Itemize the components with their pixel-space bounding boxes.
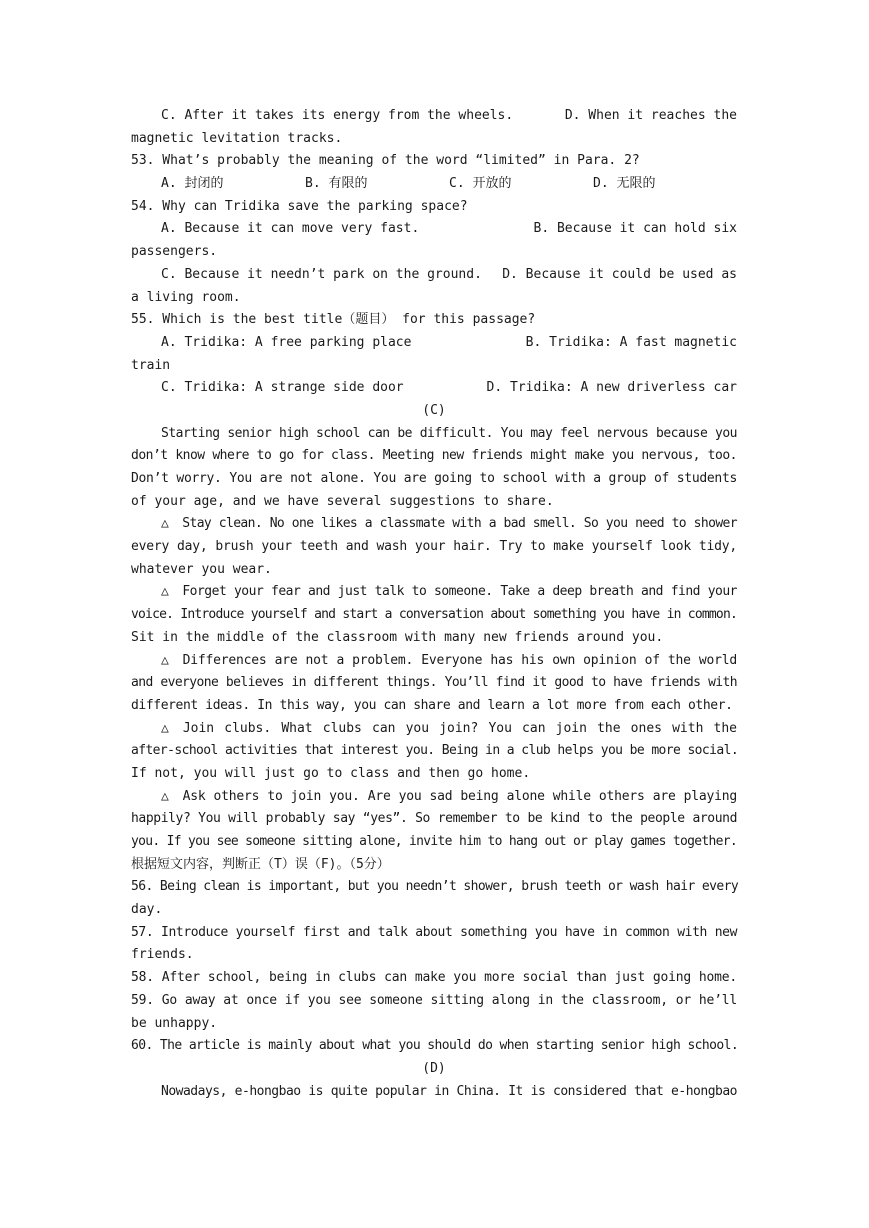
q54-option-row-2: [131, 264, 737, 287]
q54-option-c: C. Because it needn’t park on the ground.: [161, 266, 482, 282]
q54-option-row-1: [131, 218, 737, 241]
tip-first-line: [131, 513, 737, 536]
q55-option-b-cont: train: [131, 357, 171, 373]
tip-text: Ask others to join you. Are you sad being alone while others are playing: [182, 788, 737, 804]
triangle-bullet-icon: △: [161, 516, 169, 532]
tip-paragraph: [131, 718, 737, 786]
q53-option-d: D. 无限的: [593, 176, 656, 192]
q53-option-c: C. 开放的: [449, 176, 512, 192]
tip-line: whatever you wear.: [131, 561, 272, 577]
tip-line: Sit in the middle of the classroom with many new friends around you.: [131, 629, 664, 645]
q52-option-d-cont: magnetic levitation tracks.: [131, 130, 343, 146]
statement-59-cont: be unhappy.: [131, 1015, 218, 1031]
intro-line: Starting senior high school can be difficult. You may feel nervous because you: [161, 425, 737, 441]
tip-line: If not, you will just go to class and then go home.: [131, 765, 531, 781]
tip-paragraph: [131, 650, 737, 718]
statement-56-cont: day.: [131, 902, 163, 918]
statement-59: 59. Go away at once if you see someone sitting along in the classroom, or he’ll: [131, 992, 737, 1008]
q54-option-a: A. Because it can move very fast.: [161, 221, 420, 237]
q55-option-c: C. Tridika: A strange side door: [161, 380, 404, 396]
q54-stem: 54. Why can Tridika save the parking space?: [131, 198, 468, 214]
tip-line: you. If you see someone sitting alone, invite him to hang out or play games together.: [131, 834, 737, 849]
q55-option-row-1: [131, 332, 737, 355]
statement-56: 56. Being clean is important, but you needn’t shower, brush teeth or wash hair every: [131, 879, 739, 895]
tip-paragraph: [131, 513, 737, 581]
q55-option-d: D. Tridika: A new driverless car: [486, 380, 737, 396]
tip-line: different ideas. In this way, you can share and learn a lot more from each other.: [131, 697, 733, 713]
statement-58: 58. After school, being in clubs can make you more social than just going home.: [131, 970, 737, 986]
section-c-intro: [131, 423, 737, 514]
q53-option-b: B. 有限的: [305, 176, 368, 192]
tip-text: Differences are not a problem. Everyone has his own opinion of the world: [182, 652, 737, 668]
q53-options: [131, 173, 737, 196]
q54-option-b: B. Because it can hold six: [533, 221, 737, 237]
q53-option-a: A. 封闭的: [161, 176, 224, 192]
tip-first-line: [131, 650, 737, 673]
tip-first-line: [131, 786, 737, 809]
q54-option-b-cont: passengers.: [131, 244, 218, 260]
section-d-first-line: Nowadays, e-hongbao is quite popular in China. It is considered that e-hongbao: [161, 1083, 737, 1099]
q52-option-c: C. After it takes its energy from the wheels.: [161, 108, 514, 123]
statement-60: 60. The article is mainly about what you should do when starting senior high school.: [131, 1038, 739, 1054]
q55-stem: 55. Which is the best title（题目） for this passage?: [131, 312, 536, 328]
triangle-bullet-icon: △: [161, 788, 169, 804]
tip-text: Stay clean. No one likes a classmate with a bad smell. So you need to shower: [182, 516, 737, 532]
q52-option-d: D. When it reaches the: [564, 108, 737, 123]
tip-paragraph: [131, 581, 737, 649]
tip-first-line: [131, 718, 737, 741]
tip-line: every day, brush your teeth and wash your hair. Try to make yourself look tidy,: [131, 539, 737, 555]
q53-stem: 53. What’s probably the meaning of the word “limited” in Para. 2?: [131, 153, 640, 169]
tip-line: after-school activities that interest you. Being in a club helps you be more social.: [131, 743, 739, 759]
intro-line: don’t know where to go for class. Meeting new friends might make you nervous, too.: [131, 448, 737, 464]
q55-option-a: A. Tridika: A free parking place: [161, 334, 412, 350]
tip-text: Join clubs. What clubs can you join? You can join the ones with the: [182, 720, 737, 736]
intro-line: Don’t worry. You are not alone. You are going to school with a group of students: [131, 471, 737, 486]
tip-text: Forget your fear and just talk to someone. Take a deep breath and find your: [182, 584, 737, 600]
tf-instruction: 根据短文内容，判断正（T）误（F)。（5分）: [131, 856, 390, 872]
q54-option-d-cont: a living room.: [131, 289, 241, 305]
q55-option-row-2: [131, 377, 737, 400]
section-d-heading: (D): [422, 1060, 446, 1076]
tip-line: happily? You will probably say “yes”. So remember to be kind to the people around: [131, 811, 737, 827]
q55-option-b: B. Tridika: A fast magnetic: [525, 334, 737, 350]
triangle-bullet-icon: △: [161, 652, 169, 668]
tip-line: voice. Introduce yourself and start a conversation about something you have in common.: [131, 607, 737, 623]
statement-57: 57. Introduce yourself first and talk about something you have in common with new: [131, 924, 737, 940]
intro-line: of your age, and we have several suggestions to share.: [131, 493, 554, 509]
triangle-bullet-icon: △: [161, 584, 169, 600]
exam-page: [131, 105, 737, 1103]
section-c-heading: (C): [422, 402, 446, 418]
triangle-bullet-icon: △: [161, 720, 169, 736]
tip-first-line: [131, 581, 737, 604]
q52-option-row: [131, 105, 737, 128]
tip-paragraph: [131, 786, 737, 854]
tip-line: and everyone believes in different things. You’ll find it good to have friends with: [131, 675, 737, 691]
q54-option-d: D. Because it could be used as: [502, 266, 737, 282]
statement-57-cont: friends.: [131, 947, 194, 963]
